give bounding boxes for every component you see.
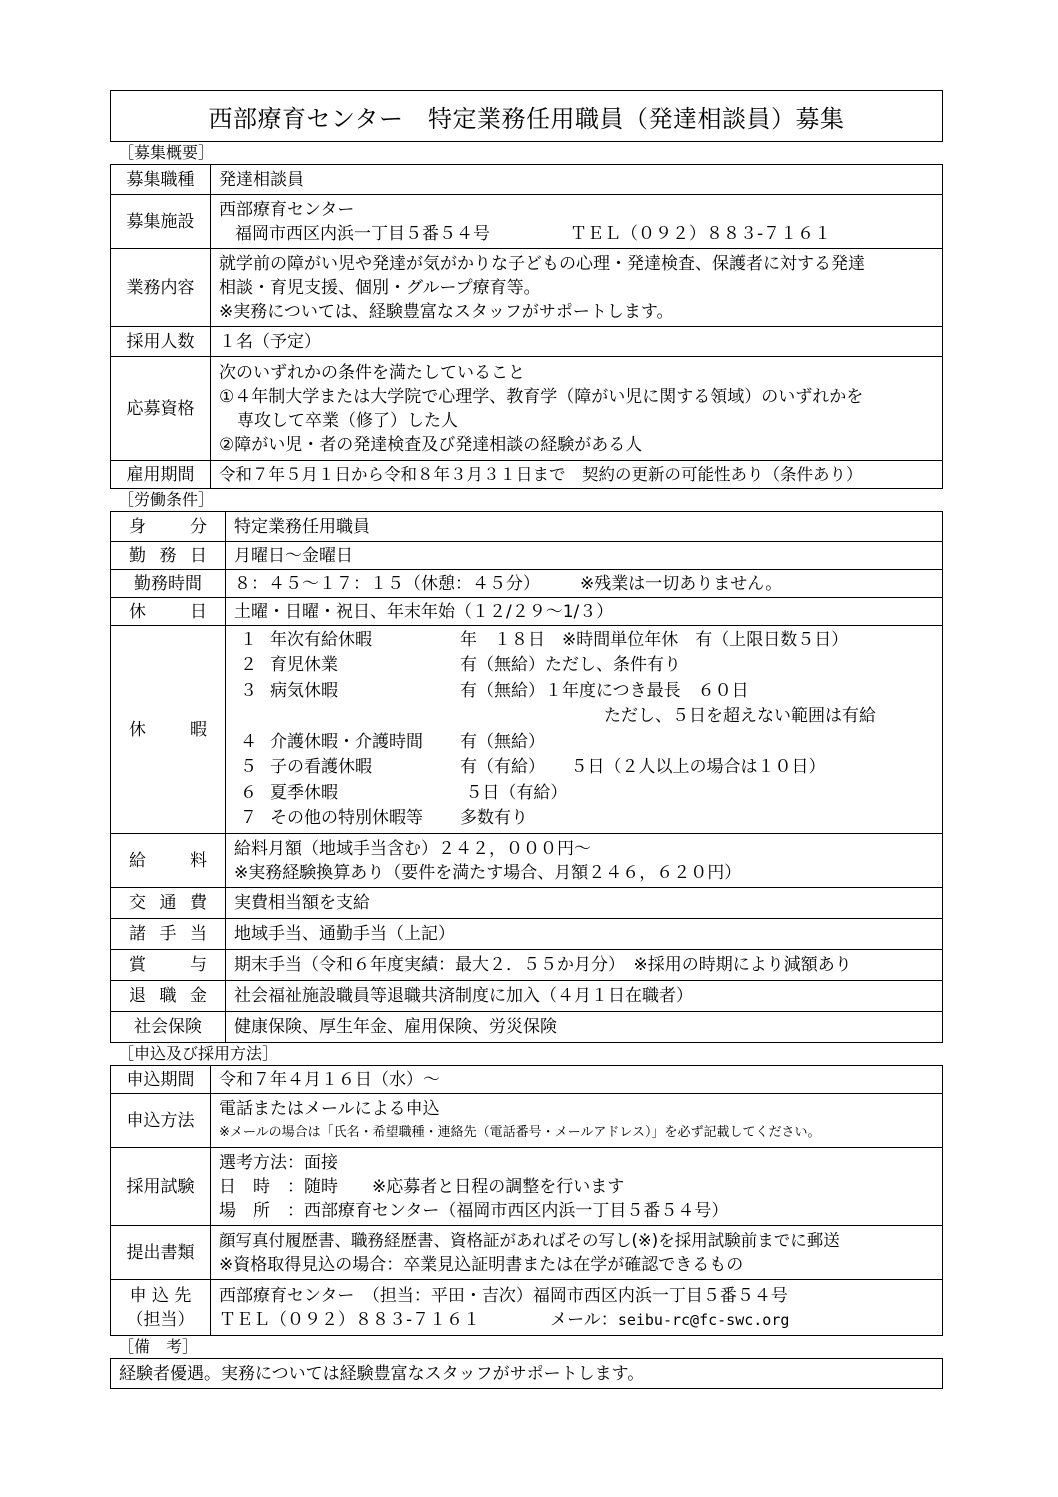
table-row bbox=[111, 461, 943, 489]
table-row bbox=[111, 598, 943, 626]
salary-line: ※実務経験換算あり（要件を満たす場合、月額２４６，６２０円） bbox=[234, 862, 742, 883]
table-row bbox=[111, 888, 943, 919]
leave-item: ３ 病気休暇 有（無給）１年度につき最長 ６０日 bbox=[240, 680, 749, 701]
table-row bbox=[111, 1280, 943, 1336]
contact-value bbox=[211, 1280, 943, 1336]
holiday-value: 土曜・日曜・祝日、年末年始（１２/２９～1/３） bbox=[226, 598, 943, 626]
bonus-key: 賞 与 bbox=[111, 950, 226, 981]
remarks-value: 経験者優遇。実務については経験豊富なスタッフがサポートします。 bbox=[111, 1359, 943, 1389]
exam-line: 日 時 ：随時 ※応募者と日程の調整を行います bbox=[219, 1176, 625, 1197]
apply-method-note: ※メールの場合は「氏名・希望職種・連絡先（電話番号・メールアドレス）」を必ず記載してください。 bbox=[219, 1124, 821, 1140]
leave-item: ７ その他の特別休暇等 多数有り bbox=[240, 808, 528, 828]
bonus-value: 期末手当（令和６年度実績：最大２．５５か月分） ※採用の時期により減額あり bbox=[226, 950, 943, 981]
apply-period-key: 申込期間 bbox=[111, 1066, 211, 1094]
section-labor-label: ［労働条件］ bbox=[118, 490, 215, 509]
salary-line: 給料月額（地域手当含む）２４２，０００円～ bbox=[234, 838, 591, 859]
table-row bbox=[111, 195, 943, 249]
workdays-value: 月曜日～金曜日 bbox=[226, 542, 943, 570]
exam-value bbox=[211, 1148, 943, 1226]
labor-table bbox=[110, 511, 943, 1043]
hires-value: １名（予定） bbox=[211, 327, 943, 357]
facility-tel: ＴＥＬ（０９２）８８３-７１６１ bbox=[570, 223, 832, 244]
leave-item: ６ 夏季休暇 ５日（有給） bbox=[240, 782, 568, 803]
leave-item: ４ 介護休暇・介護時間 有（無給） bbox=[240, 731, 545, 752]
status-key: 身 分 bbox=[111, 512, 226, 542]
leave-item: １ 年次有給休暇 年 １８日 ※時間単位年休 有（上限日数５日） bbox=[240, 629, 849, 650]
section-remarks-label: ［備 考］ bbox=[118, 1337, 199, 1356]
contact-key: 申 込 先 （担当） bbox=[111, 1280, 211, 1336]
insurance-key: 社会保険 bbox=[111, 1012, 226, 1043]
apply-method-key: 申込方法 bbox=[111, 1094, 211, 1148]
facility-name: 西部療育センター bbox=[219, 199, 355, 220]
recruitment-notice bbox=[110, 90, 943, 1389]
qualification-key: 応募資格 bbox=[111, 357, 211, 461]
status-value: 特定業務任用職員 bbox=[226, 512, 943, 542]
table-row bbox=[111, 1066, 943, 1094]
table-row bbox=[111, 919, 943, 950]
contact-mail-label: メール： bbox=[550, 1309, 618, 1330]
contact-email-link[interactable]: seibu-rc@fc-swc.org bbox=[617, 1310, 790, 1329]
table-row bbox=[111, 570, 943, 598]
qualification-line: ①４年制大学または大学院で心理学、教育学（障がい児に関する領域）のいずれかを bbox=[219, 386, 864, 407]
table-row bbox=[111, 1226, 943, 1280]
table-row bbox=[111, 834, 943, 888]
leave-item-note: ただし、５日を超えない範囲は有給 bbox=[604, 706, 876, 726]
allowance-key: 諸 手 当 bbox=[111, 919, 226, 950]
table-row bbox=[111, 165, 943, 195]
facility-key: 募集施設 bbox=[111, 195, 211, 249]
hires-key: 採用人数 bbox=[111, 327, 211, 357]
table-row bbox=[111, 950, 943, 981]
apply-table bbox=[110, 1065, 943, 1336]
table-row bbox=[111, 1012, 943, 1043]
exam-key: 採用試験 bbox=[111, 1148, 211, 1226]
table-row bbox=[111, 981, 943, 1012]
leave-key: 休 暇 bbox=[111, 626, 226, 834]
facility-value bbox=[211, 195, 943, 249]
documents-line: 顔写真付履歴書、職務経歴書、資格証があればその写し(※)を採用試験前までに郵送 bbox=[219, 1230, 840, 1250]
page-title-box bbox=[110, 90, 943, 142]
table-row bbox=[111, 542, 943, 570]
workdays-key: 勤 務 日 bbox=[111, 542, 226, 570]
job-type-key: 募集職種 bbox=[111, 165, 211, 195]
retirement-key: 退 職 金 bbox=[111, 981, 226, 1012]
transport-key: 交 通 費 bbox=[111, 888, 226, 919]
salary-value bbox=[226, 834, 943, 888]
overview-table bbox=[110, 164, 943, 489]
hours-key: 勤務時間 bbox=[111, 570, 226, 598]
apply-method-line: 電話またはメールによる申込 bbox=[219, 1098, 440, 1119]
table-row bbox=[111, 327, 943, 357]
leave-value bbox=[226, 626, 943, 834]
documents-value bbox=[211, 1226, 943, 1280]
section-apply-label: ［申込及び採用方法］ bbox=[118, 1044, 279, 1063]
duties-line: ※実務については、経験豊富なスタッフがサポートします。 bbox=[219, 301, 674, 322]
transport-value: 実費相当額を支給 bbox=[226, 888, 943, 919]
insurance-value: 健康保険、厚生年金、雇用保険、労災保険 bbox=[226, 1012, 943, 1043]
documents-line: ※資格取得見込の場合：卒業見込証明書または在学が確認できるもの bbox=[219, 1254, 744, 1275]
hours-value: ８：４５～１７：１５（休憩：４５分） ※残業は一切ありません。 bbox=[226, 570, 943, 598]
holiday-key: 休 日 bbox=[111, 598, 226, 626]
leave-item: ５ 子の看護休暇 有（有給） ５日（２人以上の場合は１０日） bbox=[240, 757, 826, 777]
job-type-value: 発達相談員 bbox=[211, 165, 943, 195]
table-row bbox=[111, 1148, 943, 1226]
exam-line: 場 所 ：西部療育センター（福岡市西区内浜一丁目５番５４号） bbox=[219, 1200, 729, 1221]
section-overview-label: ［募集概要］ bbox=[118, 143, 215, 162]
table-row bbox=[111, 1094, 943, 1148]
duties-line: 就学前の障がい児や発達が気がかりな子どもの心理・発達検査、保護者に対する発達 bbox=[219, 253, 865, 274]
qualification-line: 次のいずれかの条件を満たしていること bbox=[219, 362, 525, 383]
duties-line: 相談・育児支援、個別・グループ療育等。 bbox=[219, 277, 541, 298]
qualification-line: ②障がい児・者の発達検査及び発達相談の経験がある人 bbox=[219, 434, 643, 455]
retirement-value: 社会福祉施設職員等退職共済制度に加入（４月１日在職者） bbox=[226, 981, 943, 1012]
table-row bbox=[111, 357, 943, 461]
employment-period-key: 雇用期間 bbox=[111, 461, 211, 489]
apply-period-value: 令和７年４月１６日（水）～ bbox=[211, 1066, 943, 1094]
table-row bbox=[111, 512, 943, 542]
table-row bbox=[111, 1359, 943, 1389]
allowance-value: 地域手当、通勤手当（上記） bbox=[226, 919, 943, 950]
table-row bbox=[111, 249, 943, 327]
remarks-table bbox=[110, 1358, 943, 1389]
table-row bbox=[111, 626, 943, 834]
leave-item: ２ 育児休業 有（無給）ただし、条件有り bbox=[240, 655, 681, 675]
page-title: 西部療育センター 特定業務任用職員（発達相談員）募集 bbox=[208, 104, 845, 133]
duties-key: 業務内容 bbox=[111, 249, 211, 327]
apply-method-value bbox=[211, 1094, 943, 1148]
exam-line: 選考方法：面接 bbox=[219, 1152, 338, 1173]
qualification-line: 専攻して卒業（修了）した人 bbox=[237, 410, 458, 431]
documents-key: 提出書類 bbox=[111, 1226, 211, 1280]
salary-key: 給 料 bbox=[111, 834, 226, 888]
qualification-value bbox=[211, 357, 943, 461]
contact-line: 西部療育センター （担当：平田・吉次）福岡市西区内浜一丁目５番５４号 bbox=[219, 1285, 788, 1306]
contact-tel: ＴＥＬ（０９２）８８３-７１６１ bbox=[219, 1309, 481, 1330]
facility-address: 福岡市西区内浜一丁目５番５４号 bbox=[235, 223, 490, 244]
employment-period-value: 令和７年５月１日から令和８年３月３１日まで 契約の更新の可能性あり（条件あり） bbox=[211, 461, 943, 489]
duties-value bbox=[211, 249, 943, 327]
